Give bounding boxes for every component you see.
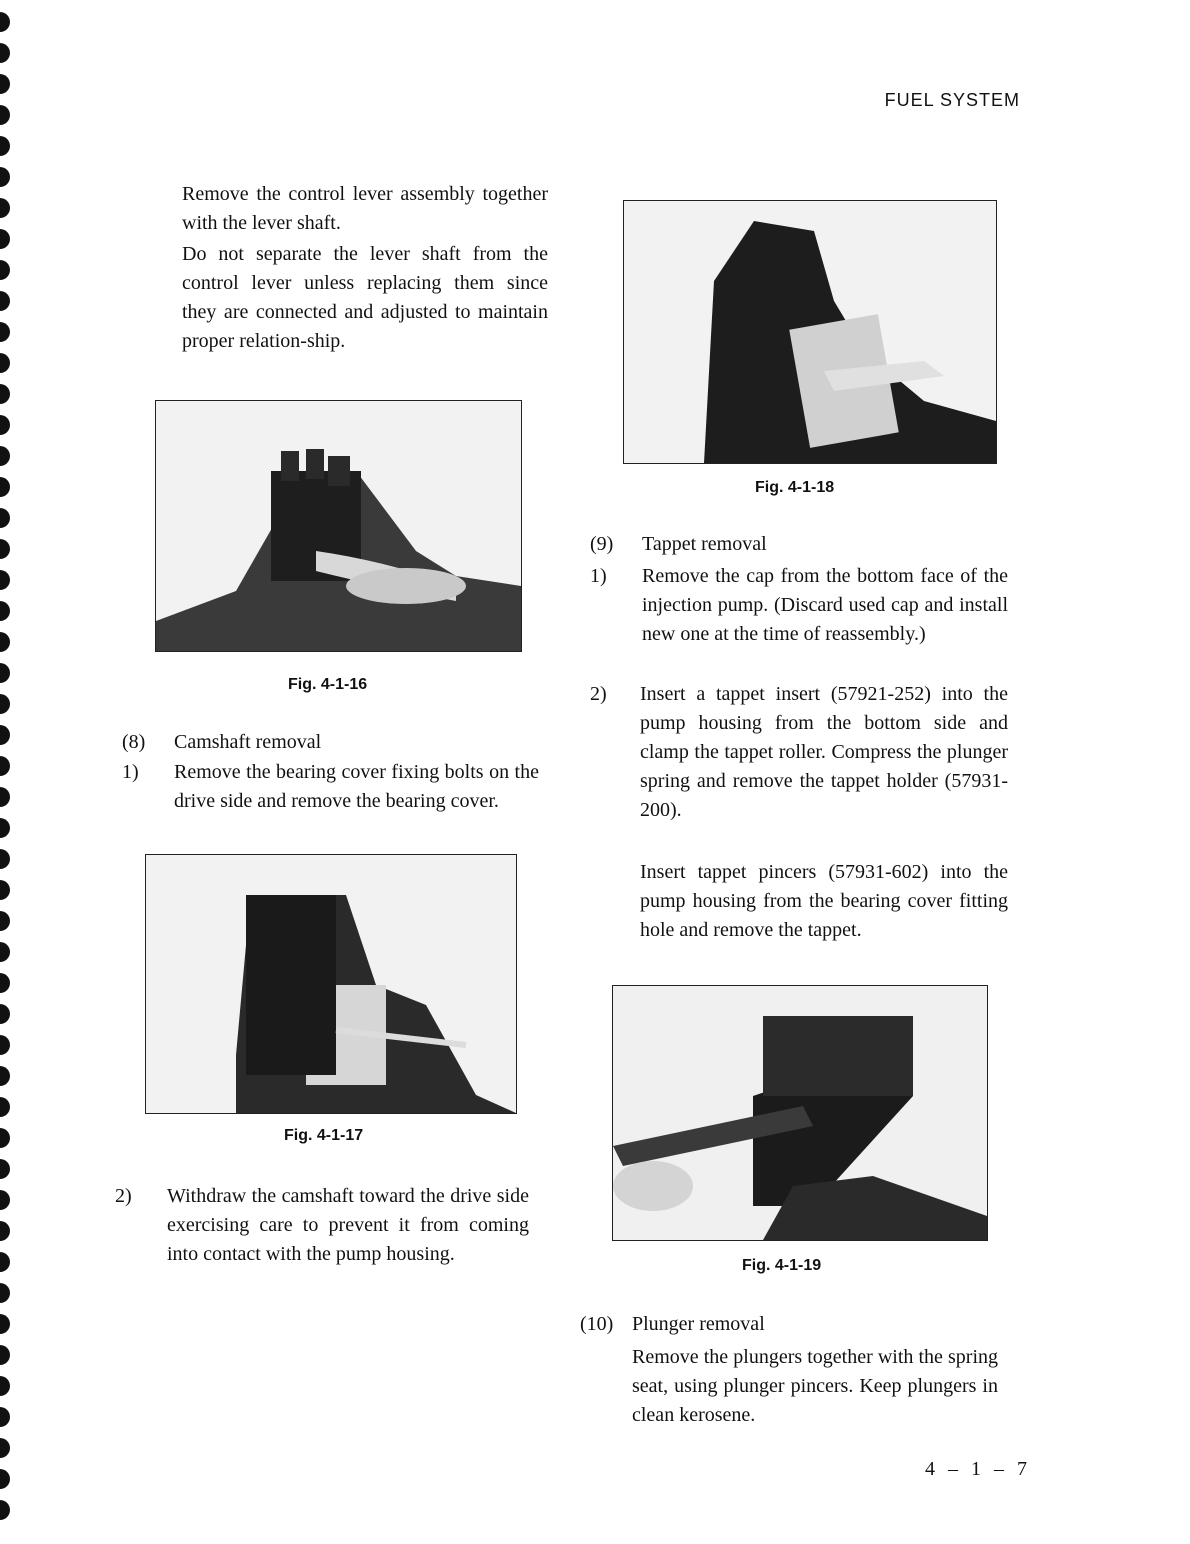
section-10-heading	[580, 1310, 1010, 1340]
binding-hole	[0, 508, 10, 528]
binding-hole	[0, 446, 10, 466]
figure-4-1-18-photo	[623, 200, 997, 464]
binding-hole	[0, 1035, 10, 1055]
page-header: FUEL SYSTEM	[884, 90, 1020, 110]
figure-4-1-17-caption: Fig. 4-1-17	[284, 1127, 364, 1144]
step-9-1	[590, 562, 1010, 680]
binding-hole	[0, 911, 10, 931]
figure-4-1-16-photo	[155, 400, 522, 652]
binding-hole	[0, 291, 10, 311]
binding-hole	[0, 1500, 10, 1520]
step-8-1	[122, 758, 542, 848]
section-8-heading	[122, 728, 542, 758]
figure-4-1-19-photo	[612, 985, 988, 1241]
step-9-2	[590, 680, 1010, 970]
binding-hole	[0, 1128, 10, 1148]
binding-hole	[0, 198, 10, 218]
binding-hole	[0, 1066, 10, 1086]
binding-hole	[0, 632, 10, 652]
binding-hole	[0, 663, 10, 683]
step-9-1-text: Remove the cap from the bottom face of the injection pump. (Discard used cap and install new one at the time of reassembly.)	[642, 565, 1008, 645]
binding-hole	[0, 1376, 10, 1396]
binding-hole	[0, 818, 10, 838]
section-8-number: (8)	[122, 731, 146, 753]
binding-hole	[0, 787, 10, 807]
binding-hole	[0, 260, 10, 280]
binding-hole	[0, 322, 10, 342]
section-9-number: (9)	[590, 533, 614, 555]
step-8-1-text: Remove the bearing cover fixing bolts on the drive side and remove the bearing cover.	[174, 761, 539, 812]
section-9-title: Tappet removal	[642, 533, 767, 555]
binding-hole	[0, 167, 10, 187]
binding-hole	[0, 136, 10, 156]
step-8-2-text: Withdraw the camshaft toward the drive side exercising care to prevent it from coming into contact with the pump housing.	[167, 1185, 529, 1265]
page-number: 4 – 1 – 7	[925, 1458, 1031, 1480]
binding-hole	[0, 849, 10, 869]
section-9-heading	[590, 530, 1010, 560]
binding-hole	[0, 1345, 10, 1365]
intro-paragraph-1: Remove the control lever assembly together with the lever shaft.	[182, 183, 548, 234]
intro-paragraph-2: Do not separate the lever shaft from the control lever unless replacing them since they are connected and adjusted to maintain proper relation-ship.	[182, 243, 548, 352]
binding-hole	[0, 1190, 10, 1210]
binding-hole	[0, 601, 10, 621]
binding-hole	[0, 973, 10, 993]
step-8-1-number: 1)	[122, 761, 139, 783]
binding-hole	[0, 725, 10, 745]
binding-hole	[0, 539, 10, 559]
step-9-1-number: 1)	[590, 565, 607, 587]
section-10-number: (10)	[580, 1313, 614, 1335]
section-8-title: Camshaft removal	[174, 731, 322, 753]
binding-hole	[0, 1159, 10, 1179]
binding-hole	[0, 1469, 10, 1489]
section-10-text: Remove the plungers together with the spring seat, using plunger pincers. Keep plungers in clean kerosene.	[632, 1346, 998, 1426]
binding-hole	[0, 694, 10, 714]
figure-4-1-19-caption: Fig. 4-1-19	[742, 1257, 822, 1274]
binding-hole	[0, 1221, 10, 1241]
binding-hole	[0, 756, 10, 776]
binding-hole	[0, 1407, 10, 1427]
step-9-2-text-continued: Insert tappet pincers (57931-602) into the pump housing from the bearing cover fitting hole and remove the tappet.	[640, 861, 1008, 941]
section-10-title: Plunger removal	[632, 1313, 765, 1335]
binding-hole	[0, 880, 10, 900]
binding-hole	[0, 570, 10, 590]
binding-hole	[0, 74, 10, 94]
binding-hole	[0, 942, 10, 962]
step-8-2	[115, 1182, 535, 1302]
step-8-2-number: 2)	[115, 1185, 132, 1207]
figure-4-1-16-caption: Fig. 4-1-16	[288, 676, 368, 693]
binding-hole	[0, 1252, 10, 1272]
binding-hole	[0, 1283, 10, 1303]
binding-hole	[0, 477, 10, 497]
step-9-2-text: Insert a tappet insert (57921-252) into the pump housing from the bottom side and clamp the tappet roller. Compress the plunger spring and remove the tappet holder (57931-200).	[640, 683, 1008, 821]
binding-hole	[0, 353, 10, 373]
binding-hole	[0, 43, 10, 63]
binding-hole	[0, 1314, 10, 1334]
binding-hole	[0, 12, 10, 32]
binding-hole	[0, 105, 10, 125]
binding-holes	[0, 0, 22, 1544]
binding-hole	[0, 1004, 10, 1024]
binding-hole	[0, 1097, 10, 1117]
binding-hole	[0, 229, 10, 249]
figure-4-1-18-caption: Fig. 4-1-18	[755, 479, 835, 496]
step-9-2-number: 2)	[590, 683, 607, 705]
figure-4-1-17-photo	[145, 854, 517, 1114]
binding-hole	[0, 1438, 10, 1458]
binding-hole	[0, 384, 10, 404]
binding-hole	[0, 415, 10, 435]
